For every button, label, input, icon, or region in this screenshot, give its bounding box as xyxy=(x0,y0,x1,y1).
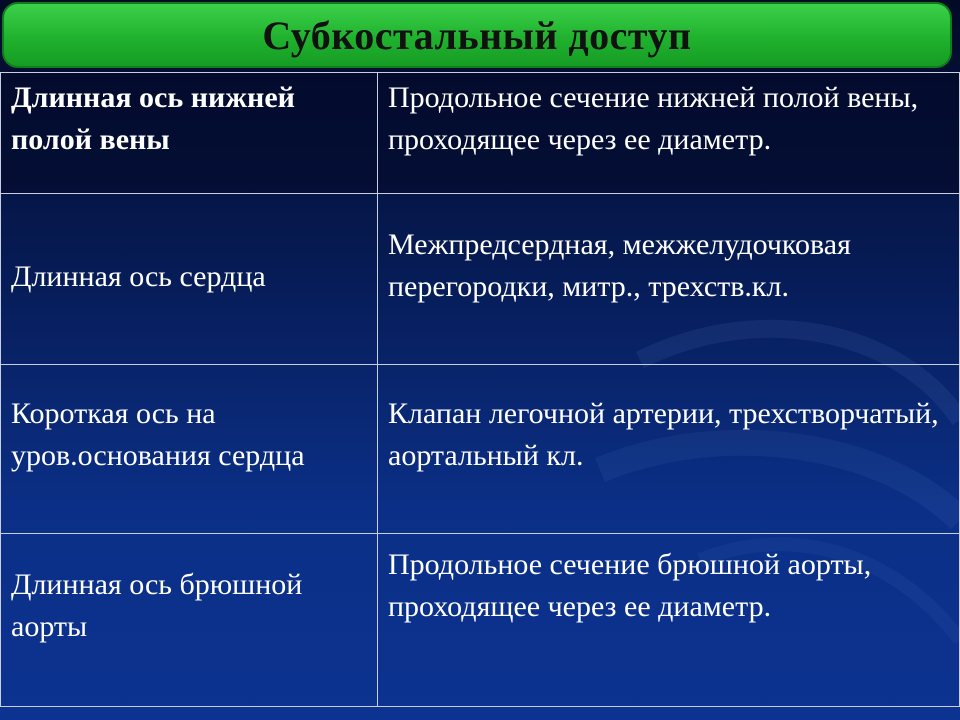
view-description: Продольное сечение нижней полой вены, проходящее через ее диаметр. xyxy=(378,73,960,194)
view-name: Длинная ось нижней полой вены xyxy=(1,73,378,194)
slide-title: Субкостальный доступ xyxy=(262,12,692,58)
view-description: Продольное сечение брюшной аорты, проходящее через ее диаметр. xyxy=(378,534,960,707)
table-row xyxy=(1,365,960,534)
view-description: Межпредсердная, межжелудочковая перегородки, митр., трехств.кл. xyxy=(378,194,960,365)
view-description: Клапан легочной артерии, трехстворчатый, аортальный кл. xyxy=(378,365,960,534)
view-name: Длинная ось брюшной аорты xyxy=(1,534,378,707)
views-table xyxy=(0,72,960,707)
view-name: Длинная ось сердца xyxy=(1,194,378,365)
table-row xyxy=(1,194,960,365)
title-bar xyxy=(2,2,952,68)
view-name: Короткая ось на уров.основания сердца xyxy=(1,365,378,534)
table-row xyxy=(1,534,960,707)
table-row xyxy=(1,73,960,194)
